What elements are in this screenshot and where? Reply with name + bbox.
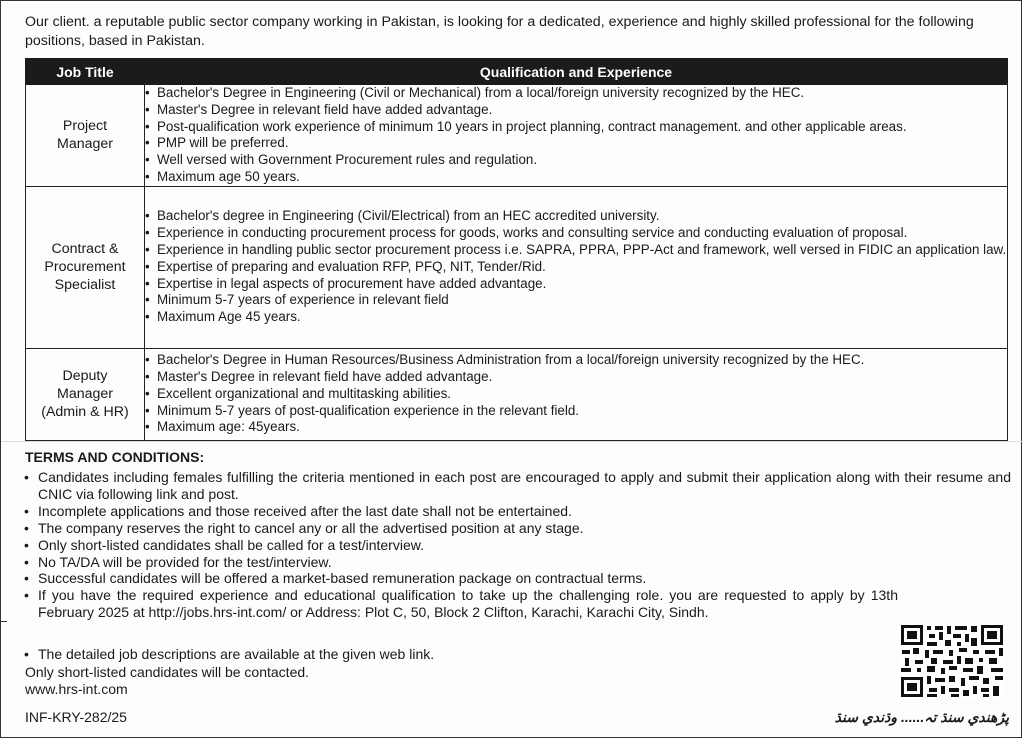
header-qualification: Qualification and Experience bbox=[145, 59, 1008, 85]
detail-list bbox=[23, 646, 723, 663]
list-item: • Master's Degree in relevant field have added advantage. bbox=[145, 102, 1007, 119]
divider bbox=[1, 621, 7, 622]
list-item: • Experience in conducting procurement process for goods, works and consulting service and conducting evaluation of proposal. bbox=[145, 225, 1007, 242]
job-title-line: Project bbox=[62, 118, 108, 135]
table-row bbox=[26, 186, 1008, 348]
list-item: • The detailed job descriptions are available at the given web link. bbox=[23, 646, 723, 663]
list-item: • Candidates including females fulfilling the criteria mentioned in each post are encouraged to apply and submit their application along with their resume and CNIC via following link and post. bbox=[23, 469, 1011, 503]
job-title-line: Manager bbox=[57, 136, 113, 153]
list-item: • Minimum 5-7 years of post-qualification experience in the relevant field. bbox=[145, 403, 1007, 420]
qualification-list bbox=[145, 85, 1007, 186]
list-item: • If you have the required experience and educational qualification to take up the challenging role. you are requested to apply by 13th February 2025 at http://jobs.hrs-int.com/ or Address: Plot C, 50, Block 2 Clifton, Karachi, Karachi City, Sindh. bbox=[23, 587, 898, 621]
table-row bbox=[26, 348, 1008, 440]
list-item: • PMP will be preferred. bbox=[145, 135, 1007, 152]
list-item: • Post-qualification work experience of minimum 10 years in project planning, contract management. and other applicable areas. bbox=[145, 119, 1007, 136]
sindh-slogan: پڑھندي سنڌ تہ...... وڌندي سنڌ bbox=[834, 709, 1009, 725]
job-title-contract-procurement bbox=[26, 186, 145, 348]
list-item: • Bachelor's Degree in Human Resources/Business Administration from a local/foreign university recognized by the HEC. bbox=[145, 352, 1007, 369]
reference-number: INF-KRY-282/25 bbox=[25, 709, 127, 725]
list-item: • Master's Degree in relevant field have added advantage. bbox=[145, 369, 1007, 386]
list-item: • Experience in handling public sector procurement process i.e. SAPRA, PPRA, PPP-Act and framework, well versed in FIDIC an application law. bbox=[145, 242, 1007, 259]
job-title-deputy-manager bbox=[26, 348, 145, 440]
job-title-line: Contract & bbox=[51, 241, 119, 258]
list-item: • Incomplete applications and those received after the last date shall not be entertained. bbox=[23, 503, 1011, 520]
list-item: • Expertise in legal aspects of procurement have added advantage. bbox=[145, 276, 1007, 293]
website-link[interactable]: www.hrs-int.com bbox=[25, 681, 128, 697]
qualification-list bbox=[145, 208, 1007, 326]
shortlisted-note: Only short-listed candidates will be contacted. bbox=[25, 664, 310, 680]
list-item: • Well versed with Government Procurement rules and regulation. bbox=[145, 152, 1007, 169]
list-item: • Minimum 5-7 years of experience in relevant field bbox=[145, 292, 1007, 309]
qualification-list bbox=[145, 352, 1007, 436]
table-row bbox=[26, 85, 1008, 187]
table-header-row bbox=[26, 59, 1008, 85]
list-item: • No TA/DA will be provided for the test/interview. bbox=[23, 554, 1011, 571]
job-title-line: Manager bbox=[57, 386, 113, 403]
list-item: • Excellent organizational and multitasking abilities. bbox=[145, 386, 1007, 403]
list-item: • The company reserves the right to cancel any or all the advertised position at any stage. bbox=[23, 520, 1011, 537]
intro-paragraph: Our client. a reputable public sector company working in Pakistan, is looking for a dedicated, experience and highly skilled professional for the following positions, based in Pakistan. bbox=[25, 14, 974, 49]
list-item: • Successful candidates will be offered a market-based remuneration package on contractual terms. bbox=[23, 570, 1011, 587]
qualification-cell bbox=[145, 348, 1008, 440]
list-item: • Only short-listed candidates shall be called for a test/interview. bbox=[23, 537, 1011, 554]
job-title-line: Specialist bbox=[54, 277, 116, 294]
qr-code bbox=[899, 623, 1005, 699]
job-title-line: Procurement bbox=[44, 259, 126, 276]
terms-list bbox=[23, 469, 1011, 621]
job-title-project-manager bbox=[26, 85, 145, 187]
divider bbox=[1, 441, 1023, 442]
list-item: • Bachelor's Degree in Engineering (Civil or Mechanical) from a local/foreign university recognized by the HEC. bbox=[145, 85, 1007, 102]
job-title-line: (Admin & HR) bbox=[41, 404, 129, 421]
jobs-table bbox=[25, 58, 1008, 441]
qualification-cell bbox=[145, 186, 1008, 348]
job-title-line: Deputy bbox=[62, 368, 108, 385]
list-item: • Expertise of preparing and evaluation RFP, PFQ, NIT, Tender/Rid. bbox=[145, 259, 1007, 276]
list-item: • Bachelor's degree in Engineering (Civil/Electrical) from an HEC accredited university. bbox=[145, 208, 1007, 225]
terms-heading: TERMS AND CONDITIONS: bbox=[25, 449, 205, 465]
list-item: • Maximum Age 45 years. bbox=[145, 309, 1007, 326]
header-job-title: Job Title bbox=[26, 59, 145, 85]
list-item: • Maximum age: 45years. bbox=[145, 419, 1007, 436]
list-item: • Maximum age 50 years. bbox=[145, 169, 1007, 186]
qualification-cell bbox=[145, 85, 1008, 187]
